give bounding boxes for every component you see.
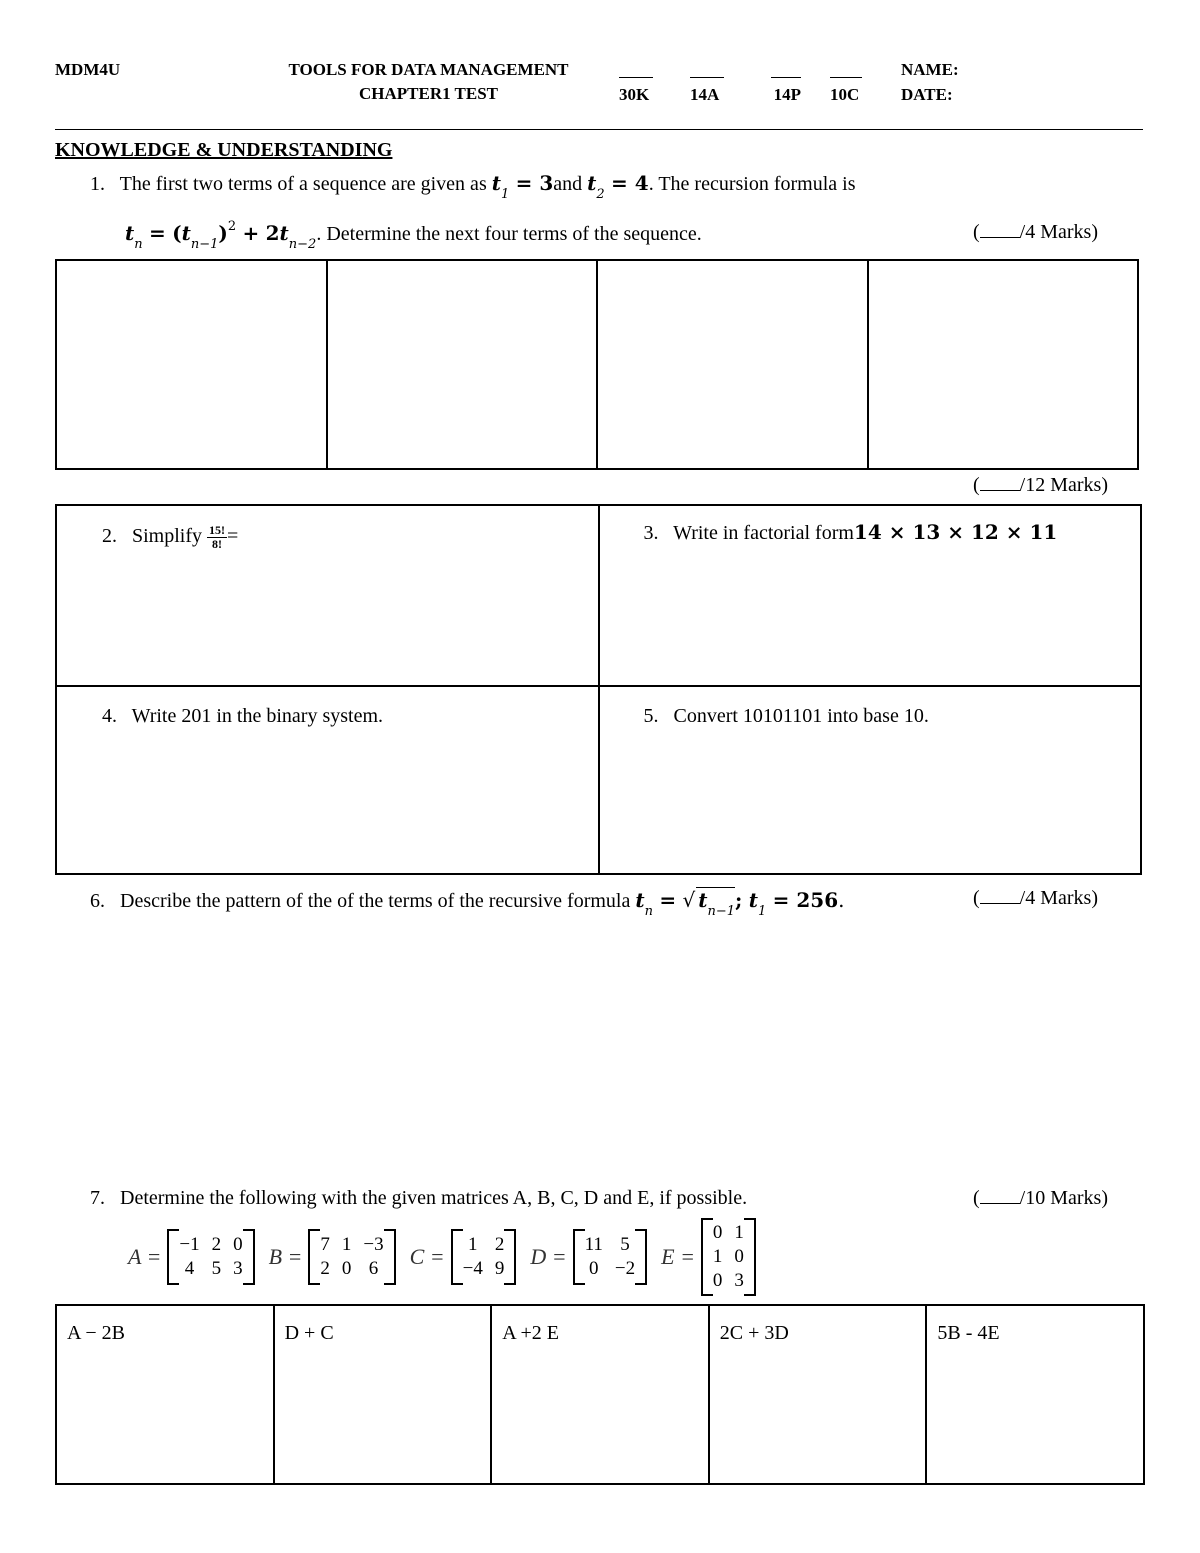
test-title-line1: TOOLS FOR DATA MANAGEMENT [288, 60, 569, 79]
question-text: Convert 10101101 into base 10. [673, 705, 929, 727]
name-label[interactable]: NAME: [901, 60, 959, 79]
score-application [690, 60, 724, 105]
answer-box[interactable] [868, 260, 1139, 469]
question-text: . The recursion formula is [648, 173, 856, 195]
score-knowledge [619, 60, 653, 105]
recursive-formula: $t_n$ = √ $t_{n-1}$; $t_1 = 256$. [635, 888, 845, 919]
score-label: 14P [773, 85, 801, 104]
date-label[interactable]: DATE: [901, 85, 953, 104]
answer-5b-minus-4e[interactable]: 5B - 4E [926, 1305, 1144, 1484]
q2-5-table [55, 504, 1142, 875]
conjunction: and [553, 173, 583, 195]
marks-blank[interactable] [980, 221, 1020, 238]
section-title: KNOWLEDGE & UNDERSTANDING [55, 139, 393, 161]
question-text: The first two terms of a sequence are given as [119, 173, 487, 195]
score-blank[interactable] [619, 60, 653, 78]
question-number: 5. [643, 705, 659, 727]
test-title [266, 60, 591, 104]
answer-d-plus-c[interactable]: D + C [274, 1305, 492, 1484]
question-6 [90, 887, 845, 919]
question-3-cell[interactable] [599, 505, 1142, 686]
test-title-line2: CHAPTER1 TEST [358, 84, 499, 103]
answer-box[interactable] [327, 260, 598, 469]
course-code: MDM4U [55, 60, 121, 79]
question-number: 7. [90, 1187, 105, 1209]
answer-box[interactable] [56, 260, 327, 469]
group-marks: ( /12 Marks) [973, 474, 1108, 496]
question-text: Simplify [132, 525, 203, 548]
question-number: 2. [102, 525, 117, 548]
question-6-answer-space[interactable] [55, 930, 1142, 1170]
question-number: 6. [90, 890, 105, 912]
question-1-marks: ( /4 Marks) [973, 221, 1098, 243]
fraction: $\frac{15!}{8!}$ [209, 523, 226, 551]
matrix-e: E = 0 1 1 0 0 3 [661, 1218, 756, 1296]
question-1-line1 [90, 171, 856, 202]
recursion-formula: $t_n = (t_{n-1})^2 + 2t_{n-2}$ [125, 219, 317, 252]
question-2-cell[interactable] [56, 505, 599, 686]
question-number: 1. [90, 173, 105, 195]
answer-2c-plus-3d[interactable]: 2C + 3D [709, 1305, 927, 1484]
t2-expression: $t_2 = 4$ [587, 171, 649, 202]
score-blank[interactable] [690, 60, 724, 78]
matrices-row [128, 1218, 756, 1296]
question-text: Write 201 in the binary system. [131, 705, 384, 727]
equals: = [227, 525, 239, 548]
question-1-line2 [125, 219, 702, 252]
matrix-b: B = 7 1 −3 2 0 6 [269, 1229, 396, 1285]
question-number: 4. [102, 705, 117, 727]
q7-answer-table [55, 1304, 1145, 1485]
question-7 [90, 1187, 747, 1210]
answer-box[interactable] [597, 260, 868, 469]
matrix-a: A = −1 2 0 4 5 3 [128, 1229, 255, 1285]
question-7-marks: ( /10 Marks) [973, 1187, 1108, 1209]
question-text: Determine the following with the given matrices A, B, C, D and E, if possible. [120, 1187, 748, 1209]
factorial-expression: 14 × 13 × 12 × 11 [853, 520, 1058, 544]
marks-blank[interactable] [980, 887, 1020, 904]
score-label: 10C [830, 85, 860, 104]
matrix-c: C = 1 2 −4 9 [410, 1229, 517, 1285]
question-4-cell[interactable] [56, 686, 599, 874]
matrix-d: D = 11 5 0 −2 [530, 1229, 647, 1285]
question-number: 3. [643, 522, 659, 544]
question-text: Write in factorial form [673, 522, 854, 544]
question-5-cell[interactable] [599, 686, 1142, 874]
score-label: 30K [619, 85, 650, 104]
score-blank[interactable] [830, 60, 862, 78]
question-text: . Determine the next four terms of the sequence. [316, 223, 702, 245]
answer-a-plus-2e[interactable]: A +2 E [491, 1305, 709, 1484]
header-divider [55, 129, 1143, 130]
answer-a-minus-2b[interactable]: A − 2B [56, 1305, 274, 1484]
question-6-marks: ( /4 Marks) [973, 887, 1098, 909]
marks-blank[interactable] [980, 1187, 1020, 1204]
q1-answer-table [55, 259, 1139, 470]
score-problem-solving [761, 60, 801, 105]
marks-blank[interactable] [980, 474, 1020, 491]
score-blank[interactable] [771, 60, 801, 78]
t1-expression: $t_1 = 3$ [491, 171, 554, 202]
score-label: 14A [690, 85, 720, 104]
score-communication [830, 60, 864, 105]
question-text: Describe the pattern of the of the terms of the recursive formula [120, 890, 631, 912]
